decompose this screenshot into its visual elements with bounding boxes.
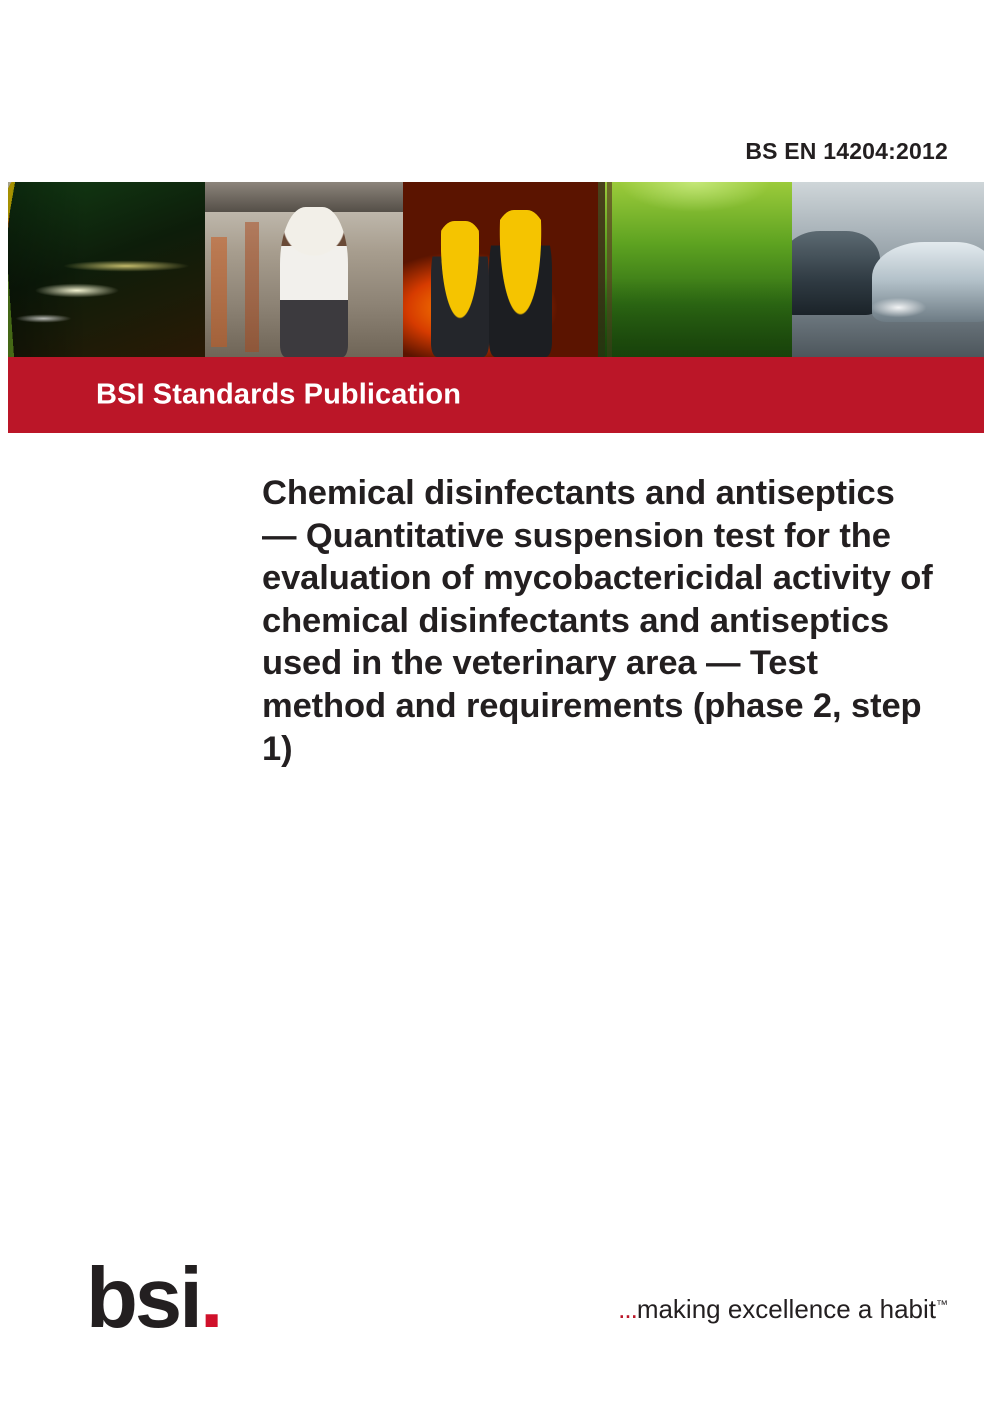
publication-banner bbox=[8, 357, 984, 433]
traffic-light-trails-photo bbox=[8, 182, 205, 357]
standard-number: BS EN 14204:2012 bbox=[745, 138, 948, 164]
publication-banner-label: BSI Standards Publication bbox=[96, 378, 462, 411]
tagline-leader: ... bbox=[618, 1294, 637, 1324]
bsi-logo bbox=[86, 1251, 221, 1346]
warehouse-worker-photo bbox=[205, 182, 403, 357]
bsi-logo-dot: . bbox=[199, 1251, 221, 1346]
page-title: Chemical disinfectants and antiseptics — Quantitative suspension test for the evaluation of mycobactericidal activity of chemical disinfectants and antiseptics used in the veterinary area — Test method and requirements (phase 2, step 1) bbox=[262, 474, 933, 768]
firefighters-photo bbox=[403, 182, 598, 357]
bsi-logo-wordmark: bsi bbox=[86, 1251, 200, 1346]
trademark-symbol: ™ bbox=[936, 1297, 948, 1312]
cover-image-strip bbox=[8, 182, 984, 357]
car-showroom-photo bbox=[792, 182, 984, 357]
tagline-text: making excellence a habit bbox=[636, 1294, 936, 1324]
forest-photo bbox=[598, 182, 791, 357]
bsi-tagline bbox=[618, 1294, 948, 1325]
